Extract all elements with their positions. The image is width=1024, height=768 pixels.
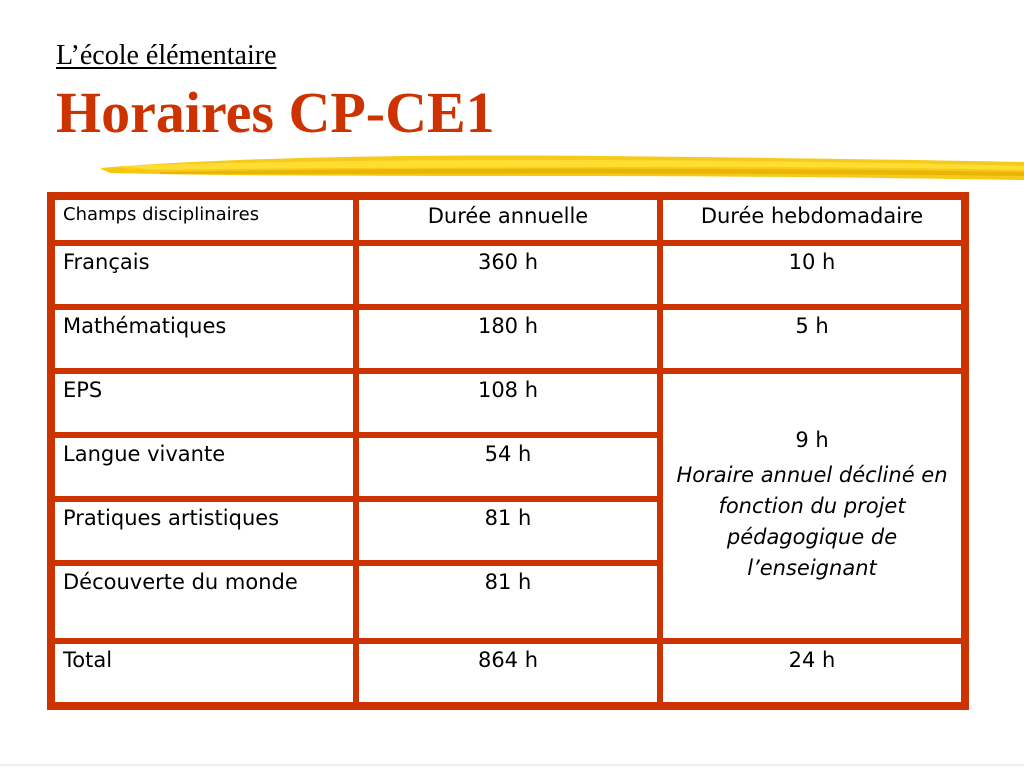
slide-subtitle: L’école élémentaire (56, 40, 277, 71)
discipline-cell: Français (52, 243, 356, 307)
annual-cell: 180 h (356, 307, 660, 371)
table-row (52, 371, 964, 435)
weekly-cell: 10 h (660, 243, 964, 307)
table-total-row (52, 641, 964, 705)
discipline-cell: Découverte du monde (52, 563, 356, 641)
table-row (52, 243, 964, 307)
table-header-row (52, 197, 964, 243)
merged-weekly-cell (660, 371, 964, 641)
annual-cell: 81 h (356, 499, 660, 563)
discipline-cell: Mathématiques (52, 307, 356, 371)
discipline-cell: EPS (52, 371, 356, 435)
annual-cell: 108 h (356, 371, 660, 435)
header-weekly: Durée hebdomadaire (660, 197, 964, 243)
annual-cell: 360 h (356, 243, 660, 307)
total-weekly-cell: 24 h (660, 641, 964, 705)
discipline-cell: Pratiques artistiques (52, 499, 356, 563)
table-row (52, 307, 964, 371)
annual-cell: 54 h (356, 435, 660, 499)
total-annual-cell: 864 h (356, 641, 660, 705)
total-label-cell: Total (52, 641, 356, 705)
footer-divider (0, 764, 1024, 766)
annual-cell: 81 h (356, 563, 660, 641)
header-annual: Durée annuelle (356, 197, 660, 243)
weekly-cell: 5 h (660, 307, 964, 371)
slide-title: Horaires CP-CE1 (56, 80, 495, 145)
merged-weekly-note: Horaire annuel décliné en fonction du projet pédagogique de l’enseignant (676, 463, 948, 580)
brush-stroke-decoration (100, 146, 1024, 190)
schedule-table (47, 192, 969, 710)
merged-weekly-value: 9 h (795, 428, 829, 452)
discipline-cell: Langue vivante (52, 435, 356, 499)
header-discipline: Champs disciplinaires (52, 197, 356, 243)
